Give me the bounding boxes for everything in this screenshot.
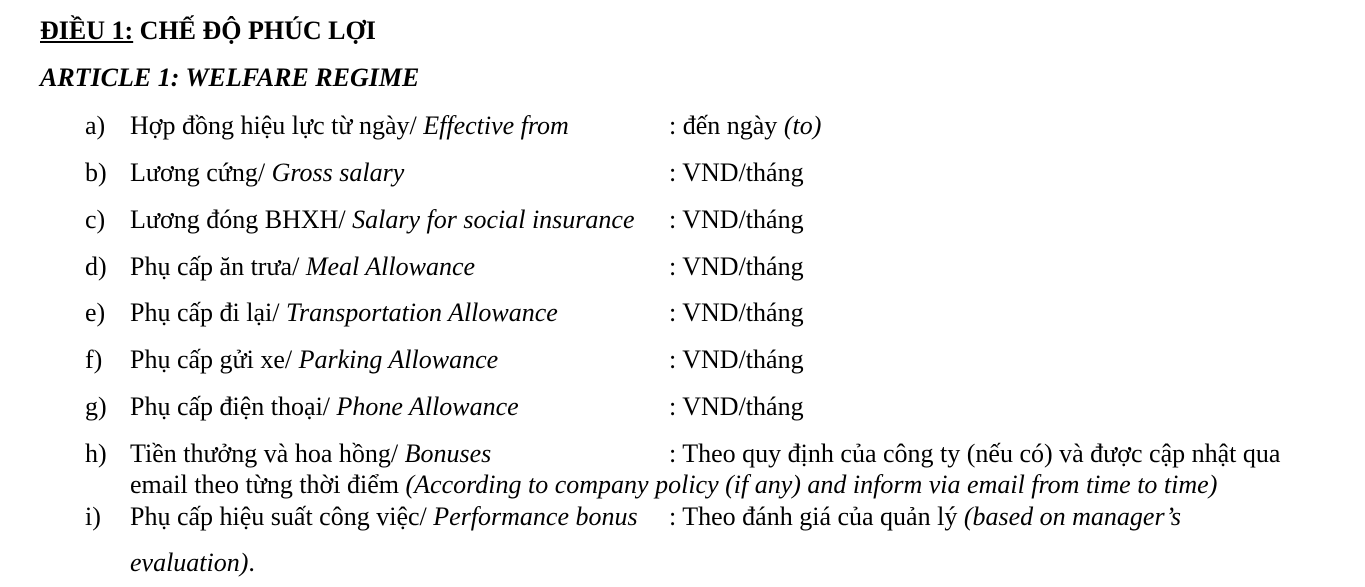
item-value — [669, 392, 804, 422]
item-value — [669, 345, 804, 375]
label-vi: Phụ cấp hiệu suất công việc/ — [130, 502, 434, 531]
item-label — [130, 392, 519, 422]
label-en: Effective from — [423, 111, 569, 140]
value-text: : Theo quy định của công ty (nếu có) và được cập nhật qua — [669, 439, 1281, 468]
item-value — [669, 298, 804, 328]
list-item-c — [0, 205, 1365, 239]
label-vi: Hợp đồng hiệu lực từ ngày/ — [130, 111, 424, 140]
list-marker: b) — [85, 158, 107, 187]
item-value — [669, 205, 804, 235]
item-label — [130, 111, 569, 141]
continuation-italic: evaluation) — [130, 548, 249, 577]
label-en: Meal Allowance — [305, 252, 476, 281]
item-value — [669, 158, 804, 188]
article-heading-vi — [40, 16, 376, 46]
list-marker: h) — [85, 439, 107, 468]
label-en: Parking Allowance — [298, 345, 499, 374]
item-value — [669, 502, 1181, 532]
label-en: Performance bonus — [433, 502, 638, 531]
label-en: Phone Allowance — [336, 392, 519, 421]
label-en: Salary for social insurance — [352, 205, 635, 234]
continuation-italic: (According to company policy (if any) and inform via email from time to time) — [405, 470, 1218, 499]
label-vi: Phụ cấp điện thoại/ — [130, 392, 337, 421]
value-text: : Theo đánh giá của quản lý — [669, 502, 964, 531]
list-item-d — [0, 252, 1365, 286]
value-text: : VND/tháng — [669, 205, 804, 234]
label-vi: Phụ cấp đi lại/ — [130, 298, 286, 327]
value-italic: (based on manager’s — [963, 502, 1181, 531]
article-number-vi: ĐIỀU 1: — [40, 16, 134, 45]
item-label — [130, 252, 475, 282]
label-vi: Phụ cấp gửi xe/ — [130, 345, 299, 374]
list-marker: c) — [85, 205, 106, 234]
list-marker: d) — [85, 252, 107, 281]
label-vi: Tiền thưởng và hoa hồng/ — [130, 439, 405, 468]
label-en: Bonuses — [404, 439, 492, 468]
list-item-e — [0, 298, 1365, 332]
article-heading-en: ARTICLE 1: WELFARE REGIME — [40, 63, 420, 92]
label-vi: Lương cứng/ — [130, 158, 272, 187]
label-en: Transportation Allowance — [285, 298, 558, 327]
list-item-i — [0, 502, 1365, 536]
item-value — [669, 439, 1280, 469]
list-item-i-continuation — [130, 548, 255, 578]
list-marker: e) — [85, 298, 106, 327]
label-vi: Phụ cấp ăn trưa/ — [130, 252, 306, 281]
item-label — [130, 298, 558, 328]
item-label — [130, 439, 491, 469]
item-label — [130, 502, 638, 532]
item-value — [669, 252, 804, 282]
list-marker: a) — [85, 111, 106, 140]
item-label — [130, 345, 498, 375]
list-marker: i) — [85, 502, 101, 531]
value-italic: (to) — [783, 111, 822, 140]
value-text: : VND/tháng — [669, 252, 804, 281]
article-title-vi: CHẾ ĐỘ PHÚC LỢI — [139, 16, 376, 45]
continuation-text: email theo từng thời điểm — [130, 470, 406, 499]
label-en: Gross salary — [271, 158, 405, 187]
list-item-g — [0, 392, 1365, 426]
item-label — [130, 205, 635, 235]
value-text: : VND/tháng — [669, 392, 804, 421]
list-item-h — [0, 439, 1365, 473]
label-vi: Lương đóng BHXH/ — [130, 205, 353, 234]
item-label — [130, 158, 404, 188]
list-item-b — [0, 158, 1365, 192]
value-text: : VND/tháng — [669, 345, 804, 374]
continuation-tail: . — [248, 548, 255, 577]
list-marker: f) — [85, 345, 103, 374]
list-item-a — [0, 111, 1365, 145]
value-text: : VND/tháng — [669, 158, 804, 187]
list-marker: g) — [85, 392, 107, 421]
list-item-h-continuation — [130, 470, 1217, 500]
value-text: : VND/tháng — [669, 298, 804, 327]
list-item-f — [0, 345, 1365, 379]
value-text: : đến ngày — [669, 111, 784, 140]
item-value — [669, 111, 821, 141]
